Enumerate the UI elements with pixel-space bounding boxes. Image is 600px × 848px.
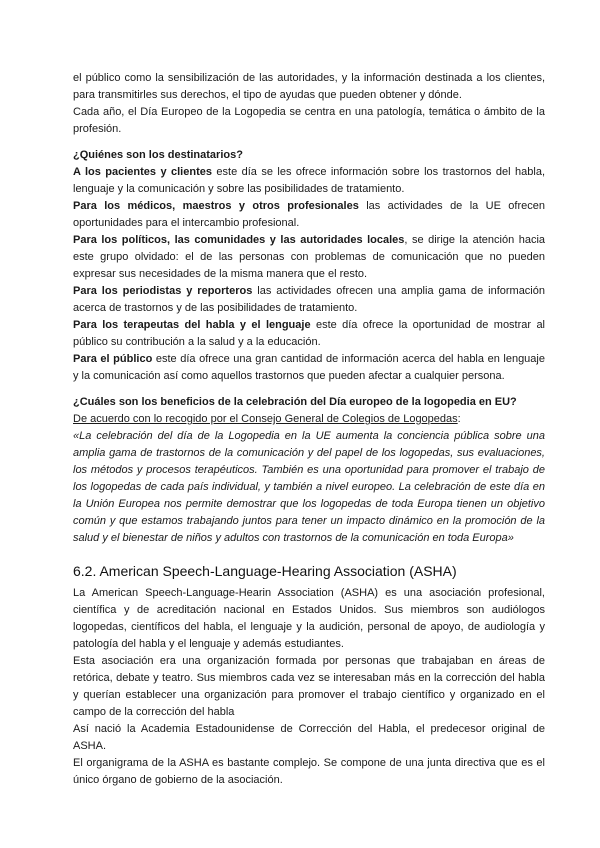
asha-heading: 6.2. American Speech-Language-Hearing Association (ASHA) xyxy=(73,563,457,579)
document-page xyxy=(73,70,545,789)
destinatario-item: Para los políticos, las comunidades y las autoridades locales, se dirige la atención hacia este grupo olvidado: el de las personas con problemas de comunicación que no pueden expresar sus necesidades de la misma manera que el resto. xyxy=(73,234,546,280)
destinatarios-list xyxy=(73,164,545,385)
asha-paragraph: Así nació la Academia Estadounidense de Corrección del Habla, el predecesor original de ASHA. xyxy=(73,723,545,752)
beneficios-heading: ¿Cuáles son los beneficios de la celebración del Día europeo de la logopedia en EU? xyxy=(73,396,517,408)
destinatario-item: Para el público este día ofrece una gran cantidad de información acerca del habla en lenguaje y la comunicación así como aquellos trastornos que pueden afectar a cualquier persona. xyxy=(73,353,545,382)
beneficios-source: De acuerdo con lo recogido por el Consejo General de Colegios de Logopedas: xyxy=(73,413,461,425)
destinatario-item: Para los terapeutas del habla y el lenguaje este día ofrece la oportunidad de mostrar al público su contribución a la salud y a la educación. xyxy=(73,319,546,348)
asha-paragraph: El organigrama de la ASHA es bastante complejo. Se compone de una junta directiva que es el único órgano de gobierno de la asociación. xyxy=(73,757,545,786)
asha-paragraph: La American Speech-Language-Hearin Association (ASHA) es una asociación profesional, científica y de acreditación nacional en Estados Unidos. Sus miembros son audiólogos logopedas, científicos del habla, el lenguaje y la audición, personal de apoyo, de audiología y patología del habla y el lenguaje y además estudiantes. xyxy=(73,587,545,650)
destinatario-item: Para los médicos, maestros y otros profesionales las actividades de la UE ofrecen oportunidades para el intercambio profesional. xyxy=(73,200,545,229)
destinatarios-heading: ¿Quiénes son los destinatarios? xyxy=(73,149,243,161)
beneficios-quote: «La celebración del día de la Logopedia en la UE aumenta la conciencia pública sobre una amplia gama de trastornos de la comunicación y del papel de los logopedas, sus evaluaciones, los métodos y procesos terapéuticos. También es una oportunidad para promover el trabajo de los logopedas de cada país individual, y también a nivel europeo. La celebración de este día en la Unión Europea nos permite demostrar que los logopedas de toda Europa tienen un objetivo común y que estamos trabajando juntos para tener un impacto dinámico en la promoción de la salud y el bienestar de niños y adultos con trastornos de la comunicación en toda Europa» xyxy=(73,430,545,544)
destinatario-item: A los pacientes y clientes este día se les ofrece información sobre los trastornos del habla, lenguaje y la comunicación y sobre las posibilidades de tratamiento. xyxy=(73,166,545,195)
asha-paragraph: Esta asociación era una organización formada por personas que trabajaban en áreas de retórica, debate y teatro. Sus miembros cada vez se interesaban más en la corrección del habla y querían establecer una organización para promover el trabajo científico y organizado en el campo de la corrección del habla xyxy=(73,655,545,718)
intro-paragraph-1: el público como la sensibilización de las autoridades, y la información destinada a los clientes, para transmitirles sus derechos, el tipo de ayudas que pueden obtener y dónde. xyxy=(73,72,545,101)
destinatario-item: Para los periodistas y reporteros las actividades ofrecen una amplia gama de información acerca de trastornos y de las posibilidades de tratamiento. xyxy=(73,285,545,314)
intro-paragraph-2: Cada año, el Día Europeo de la Logopedia se centra en una patología, temática o ámbito de la profesión. xyxy=(73,106,545,135)
